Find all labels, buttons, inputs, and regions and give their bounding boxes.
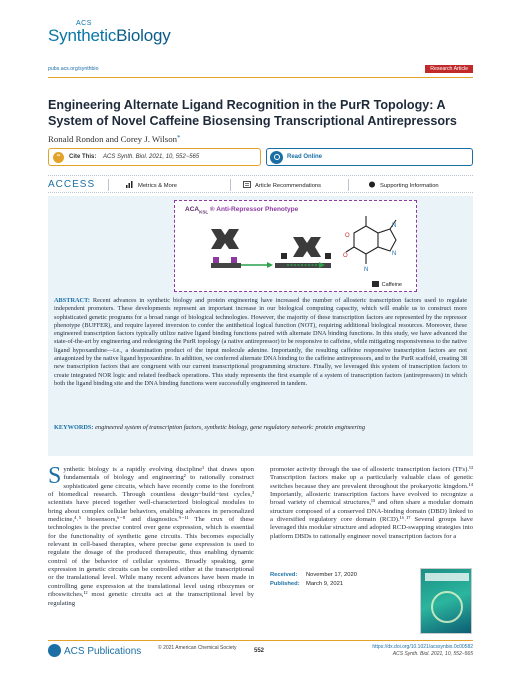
acs-logo-icon — [48, 644, 61, 657]
repressor-protein-left — [211, 229, 239, 249]
toc-banner — [185, 206, 298, 214]
read-online-button[interactable] — [266, 148, 473, 166]
page-number: 552 — [254, 648, 265, 654]
journal-cover-thumbnail[interactable] — [420, 568, 472, 634]
read-online-label: Read Online — [287, 154, 323, 160]
operator-left-a — [213, 257, 219, 263]
caffeine-legend: Caffeine — [372, 281, 402, 288]
operator-left-b — [231, 257, 237, 263]
received-label: Received: — [270, 572, 298, 578]
dna-left — [211, 263, 241, 268]
supporting-info-link[interactable] — [368, 181, 439, 189]
access-label: ACCESS — [48, 179, 96, 190]
toc-banner-sub: KSL — [199, 209, 209, 215]
svg-text:N: N — [392, 251, 397, 257]
keywords-text: engineered system of transcription factors, synthetic biology, gene regulatory network: protein engineering — [95, 424, 365, 431]
footer-journal-ref: ACS Synth. Biol. 2021, 10, 552−565 — [392, 651, 473, 657]
journal-name-a: Synthetic — [48, 26, 117, 45]
author-line — [48, 134, 181, 144]
arrow-head — [267, 262, 273, 268]
keywords-line — [54, 424, 467, 432]
copyright: © 2021 American Chemical Society — [158, 645, 237, 651]
drop-cap: S — [48, 463, 62, 489]
abstract-text: Recent advances in synthetic biology and protein engineering have increased the number of allosteric transcription factors used to regulate independent promoters. These developments represent an important increase in our biological computing capacity, which will enable us to construct more sophisticated genetic programs for a broad range of biological technologies. However, the majority of these transcription factors are represented by the repressor phenotype (BUFFER), and require layered inversion to confer the antithetical logical function (NOT), requiring additional biological resources. Moreover, these engineered transcription factors typically utilize native ligand binding functions paired with alternate DNA binding functions. In this study, we have advanced the state-of-the-art by engineering and redesigning the PurR topology (a native antirepressor) to be responsive to caffeine, while mitigating responsiveness to the native ligand hypoxanthine—i.e., a deamination product of the input molecule adenine. Importantly, the resulting caffeine responsive transcription factors are not antagonized by the native ligand hypoxanthine. In addition, we conferred alternate DNA binding to the caffeine antirepressors, and to the PurR scaffold, creating 38 new transcription factors that are congruent with our current transcriptional programming structure. Finally, we leveraged this system of transcription factors to create integrated NOR logic and related feedback operations. This study represents the first example of a system of transcription factors (antirepressors) in which both the ligand binding site and the DNA binding functions were successfully engineered in tandem. — [54, 297, 467, 387]
keywords-label: KEYWORDS: — [54, 424, 94, 431]
svg-text:O: O — [345, 233, 350, 239]
read-online-icon — [270, 151, 283, 164]
publisher-name: ACS Publications — [64, 646, 142, 657]
corresponding-author-mark: * — [177, 134, 181, 142]
doi-link[interactable]: https://dx.doi.org/10.1021/acssynbio.0c00582 — [372, 644, 473, 650]
toc-banner-suffix: ® Anti-Repressor Phenotype — [209, 206, 299, 213]
footer-divider — [48, 640, 473, 641]
caffeine-marker-b — [325, 253, 331, 259]
bar-chart-icon — [126, 181, 134, 188]
article-title: Engineering Alternate Ligand Recognition in the PurR Topology: A System of Novel Caffeine Biosensing Transcriptional Antirepressors — [48, 98, 457, 128]
recommendations-link[interactable] — [243, 181, 321, 189]
article-type-badge: Research Article — [425, 65, 473, 73]
body-text-right: promoter activity through the use of allosteric transcription factors (TFs).¹³ Transcription factors make up a particularly valuable class of genetic switches because they are prevalent throughout the prokaryotic kingdom.¹⁴ Importantly, allosteric transcription factors have evolved to recognize a broad variety of chemical structures,¹⁵ and often share a modular domain structure composed of a conserved DNA-binding domain (DBD) linked to a diversified regulatory core domain (RCD).¹⁶˒¹⁷ Several groups have leveraged this modular structure and adopted RCD-swapping strategies into platform DBDs to rationally engineer novel transcription factors for a — [270, 466, 473, 540]
cite-label: Cite This: — [69, 154, 97, 160]
svg-text:N: N — [364, 267, 369, 273]
author-names[interactable]: Ronald Rondon and Corey J. Wilson — [48, 134, 177, 144]
quote-icon: “ — [53, 152, 64, 163]
svg-text:O: O — [343, 253, 348, 259]
recommendations-label: Article Recommendations — [255, 183, 322, 189]
journal-url-link[interactable]: pubs.acs.org/synthbio — [48, 66, 99, 72]
caffeine-structure — [340, 209, 410, 279]
received-date: November 17, 2020 — [306, 572, 357, 578]
cite-reference: ACS Synth. Biol. 2021, 10, 552−565 — [103, 154, 200, 160]
access-bar — [48, 175, 473, 193]
footer-doi-block — [372, 644, 473, 658]
journal-name-b: Biology — [116, 26, 171, 45]
published-date: March 9, 2021 — [306, 581, 344, 587]
toc-graphic[interactable] — [174, 200, 417, 292]
abstract-paragraph — [54, 297, 467, 388]
body-column-right — [270, 466, 473, 541]
body-column-left — [48, 463, 254, 608]
caffeine-marker-a — [281, 253, 287, 259]
publisher-small: ACS — [76, 20, 92, 27]
published-label: Published: — [270, 581, 300, 587]
divider — [230, 179, 231, 191]
cite-this-button[interactable] — [48, 148, 261, 166]
abstract-label: ABSTRACT: — [54, 297, 90, 304]
divider — [108, 179, 109, 191]
article-dates — [270, 571, 400, 589]
metrics-label: Metrics & More — [138, 183, 177, 189]
metrics-link[interactable] — [126, 181, 177, 189]
repressor-protein-right — [293, 237, 321, 257]
top-bar — [48, 64, 473, 78]
journal-logo[interactable] — [48, 20, 171, 45]
document-icon — [243, 181, 251, 188]
antirepressor-diagram — [201, 219, 341, 289]
acs-publications-logo[interactable] — [48, 644, 141, 657]
svg-text:N: N — [392, 223, 397, 229]
abstract-panel — [48, 196, 473, 456]
toc-banner-prefix: ACA — [185, 206, 200, 213]
supporting-info-icon — [368, 181, 376, 188]
divider — [348, 179, 349, 191]
body-text-left: ynthetic biology is a rapidly evolving discipline¹ that draws upon fundamentals of biology and engineering² to rationally construct sophisticated gene circuits, which have recently come to the forefront of biomedical research. Through countless design−build−test cycles,³ scientists have pieced together well-characterized biological modules to bring about complex cellular behaviors, enabling advances in personalized medicine,⁴˒⁵ biosensors,⁶⁻⁸ and diagnostics.⁹⁻¹¹ The crux of these technologies is the precise control over gene expression, which is essential for the functionality of synthetic gene circuits. This becomes especially relevant in cell-based therapies, where precise gene expression is used to regulate the dosage of the produced therapeutic, thus enabling dynamic control of the behavior of cellular systems. Broadly speaking, gene expression in genetic circuits can be controlled either at the transcriptional or the translational level. While many recent advances have been made in controlling gene expression at the translational level using ribozymes or riboswitches,¹² most genetic circuits act at the transcriptional level by regulating — [48, 466, 254, 607]
supporting-info-label: Supporting Information — [380, 183, 439, 189]
